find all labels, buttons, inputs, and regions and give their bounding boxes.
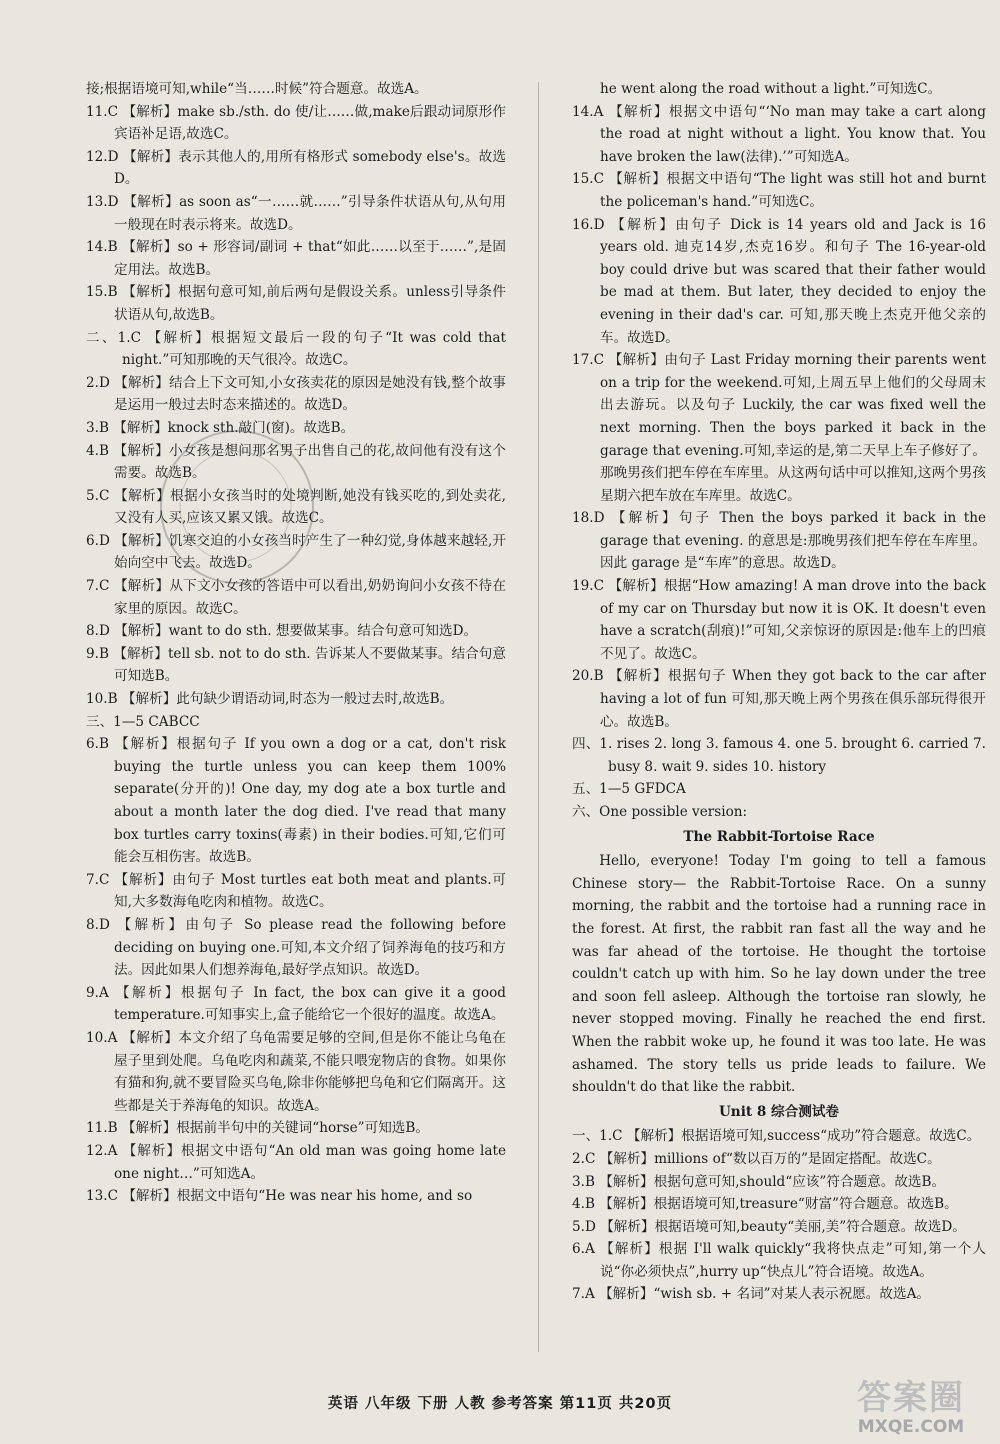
answer-item: 16.D 【解析】由句子 Dick is 14 years old and Jack is 16 years old. 迪克14岁,杰克16岁。和句子 The 16-year-old boy could drive but was scared that their father would be mad at them. But later, they decided to enjoy the evening in their dad's car. 可知,那天晚上杰克开他父亲的车。故选D。 (572, 216, 986, 346)
answer-item: he went along the road without a light.”可知选C。 (600, 81, 942, 97)
answer-item: 6.A 【解析】根据 I'll walk quickly“我将快点走”可知,第一个人说“你必须快点”,hurry up“快点儿”符合语境。故选A。 (572, 1241, 986, 1280)
answer-item: 11.B 【解析】根据前半句中的关键词“horse”可知选B。 (86, 1120, 429, 1137)
answer-item: 11.C 【解析】make sb./sth. do 使/让……做,make后跟动词原形作宾语补足语,故选C。 (86, 103, 506, 143)
answer-item: 10.B 【解析】此句缺少谓语动词,时态为一般过去时,故选B。 (86, 691, 454, 708)
watermark-logo (836, 1378, 986, 1440)
answer-item: 二、1.C 【解析】根据短文最后一段的句子“It was cold that night.”可知那晚的天气很冷。故选C。 (86, 329, 506, 369)
answer-item: 5.D 【解析】根据语境可知,beauty“美丽,美”符合题意。故选D。 (572, 1218, 966, 1235)
answer-item: 5.C 【解析】根据小女孩当时的处境判断,她没有钱买吃的,到处卖花,又没有人买,应该又累又饿。故选C。 (86, 487, 506, 527)
section-heading: Unit 8 综合测试卷 (718, 1103, 840, 1120)
answer-item: 17.C 【解析】由句子 Last Friday morning their parents went on a trip for the weekend.可知,上周五早上他们的父母周末出去游玩。以及句子 Luckily, the car was fixed well the next morning. Then the boys parked it back in the garage that evening.可知,幸运的是,第二天早上车子修好了。那晚男孩们把车停在车库里。从这两句话中可以推知,这两个男孩星期六把车放在车库里。故选C。 (572, 352, 986, 504)
answer-item: 20.B 【解析】根据句子 When they got back to the car after having a lot of fun 可知,那天晚上两个男孩在俱乐部玩得很开心。故选B。 (572, 668, 986, 730)
answer-item: 18.D 【解析】句子 Then the boys parked it back in the garage that evening. 的意思是:那晚男孩们把车停在车库里。因此 garage 是“车库”的意思。故选D。 (572, 510, 986, 572)
answer-item: Hello, everyone! Today I'm going to tell a famous Chinese story— the Rabbit-Tortoise Race. On a sunny morning, the rabbit and the tortoise had a running race in the forest. At first, the rabbit ran fast all the way and he was far ahead of the tortoise. He thought the tortoise couldn't catch up with him. So he lay down under the tree and soon fell asleep. Although the tortoise ran slowly, he never stopped moving. Finally he reached the end first. When the rabbit woke up, he found it was too late. He was ashamed. The story tells us pride leads to failure. We shouldn't do that like the rabbit. (572, 853, 986, 1096)
answer-item: 6.B 【解析】根据句子 If you own a dog or a cat, don't risk buying the turtle unless you can keep them 100% separate(分开的)! One day, my dog ate a box turtle and about a month later the dog died. I've read that many box turtles carry toxins(毒素) in their bodies.可知,它们可能会互相伤害。故选B。 (86, 736, 506, 866)
answer-item: 7.A 【解析】“wish sb. + 名词”对某人表示祝愿。故选A。 (572, 1286, 930, 1303)
answer-item: 7.C 【解析】由句子 Most turtles eat both meat and plants.可知,大多数海龟吃肉和植物。故选C。 (86, 871, 506, 911)
right-column (572, 78, 986, 1306)
left-column (86, 78, 506, 1208)
answer-item: 一、1.C 【解析】根据语境可知,success“成功”符合题意。故选C。 (572, 1128, 981, 1145)
answer-item: 14.A 【解析】根据文中语句“‘No man may take a cart along the road at night without a light. You know that. You have broken the law(法律).’”可知选A。 (572, 103, 986, 165)
page-footer: 英语 八年级 下册 人教 参考答案 第11页 共20页 (327, 1396, 673, 1412)
column-divider (538, 82, 539, 1352)
answer-item: 15.B 【解析】根据句意可知,前后两句是假设关系。unless引导条件状语从句,故选B。 (86, 284, 506, 323)
answer-item: 12.D 【解析】表示其他人的,用所有格形式 somebody else's。故选D。 (86, 148, 506, 188)
answer-item: 六、One possible version: (572, 804, 748, 820)
answer-item: 14.B 【解析】so + 形容词/副词 + that“如此……以至于……”,是固定用法。故选B。 (86, 239, 506, 278)
answer-item: 9.B 【解析】tell sb. not to do sth. 告诉某人不要做某事。结合句意可知选B。 (86, 645, 506, 685)
answer-item: 四、1. rises 2. long 3. famous 4. one 5. brought 6. carried 7. busy 8. wait 9. sides 10. history (572, 736, 986, 775)
answer-item: 3.B 【解析】根据句意可知,should“应该”符合题意。故选B。 (572, 1173, 946, 1190)
answer-item: 6.D 【解析】饥寒交迫的小女孩当时产生了一种幻觉,身体越来越轻,开始向空中飞去。故选D。 (86, 532, 506, 572)
answer-item: 10.A 【解析】本文介绍了乌龟需要足够的空间,但是你不能让乌龟在屋子里到处爬。乌龟吃肉和蔬菜,不能只喂宠物店的食物。如果你有猫和狗,就不要冒险买乌龟,除非你能够把乌龟和它们隔离开。这些都是关于养海龟的知识。故选A。 (86, 1029, 506, 1114)
answer-item: 4.B 【解析】小女孩是想问那名男子出售自己的花,故问他有没有这个需要。故选B。 (86, 442, 506, 482)
answer-item: 13.D 【解析】as soon as“一……就……”引导条件状语从句,从句用一般现在时表示将来。故选D。 (86, 193, 506, 233)
answer-item: 3.B 【解析】knock sth.敲门(窗)。故选B。 (86, 419, 355, 436)
answer-item: 8.D 【解析】want to do sth. 想要做某事。结合句意可知选D。 (86, 623, 478, 640)
answer-item: 2.C 【解析】millions of“数以百万的”是固定搭配。故选C。 (572, 1150, 941, 1167)
answer-item: 2.D 【解析】结合上下文可知,小女孩卖花的原因是她没有钱,整个故事是运用一般过去时态来描述的。故选D。 (86, 374, 506, 414)
answer-item: 19.C 【解析】根据“How amazing! A man drove into the back of my car on Thursday but now it is OK. It doesn't even have a scratch(刮痕)!”可知,父亲惊讶的原因是:他车上的凹痕不见了。故选C。 (572, 578, 986, 662)
answer-item: 8.D 【解析】由句子 So please read the following before deciding on buying one.可知,本文介绍了饲养海龟的技巧和方法。因此如果人们想养海龟,最好学点知识。故选D。 (86, 916, 506, 979)
answer-item: 13.C 【解析】根据文中语句“He was near his home, and so (86, 1188, 473, 1205)
section-heading: The Rabbit-Tortoise Race (683, 828, 875, 845)
watermark-url: MXQE.COM (857, 1417, 965, 1437)
watermark-text: 答案圈 (857, 1378, 965, 1418)
answer-item: 接;根据语境可知,while“当……时候”符合题意。故选A。 (86, 81, 428, 97)
answer-item: 15.C 【解析】根据文中语句“The light was still hot and burnt the policeman's hand.”可知选C。 (572, 171, 986, 210)
answer-item: 7.C 【解析】从下文小女孩的答语中可以看出,奶奶询问小女孩不待在家里的原因。故选C。 (86, 578, 506, 617)
answer-item: 9.A 【解析】根据句子 In fact, the box can give it a good temperature.可知事实上,盒子能给它一个很好的温度。故选A。 (86, 984, 506, 1024)
answer-item: 12.A 【解析】根据文中语句“An old man was going home late one night…”可知选A。 (86, 1142, 506, 1182)
answer-item: 三、1—5 CABCC (86, 713, 200, 730)
answer-item: 五、1—5 GFDCA (572, 781, 686, 798)
answer-item: 4.B 【解析】根据语境可知,treasure“财富”符合题意。故选B。 (572, 1196, 958, 1213)
